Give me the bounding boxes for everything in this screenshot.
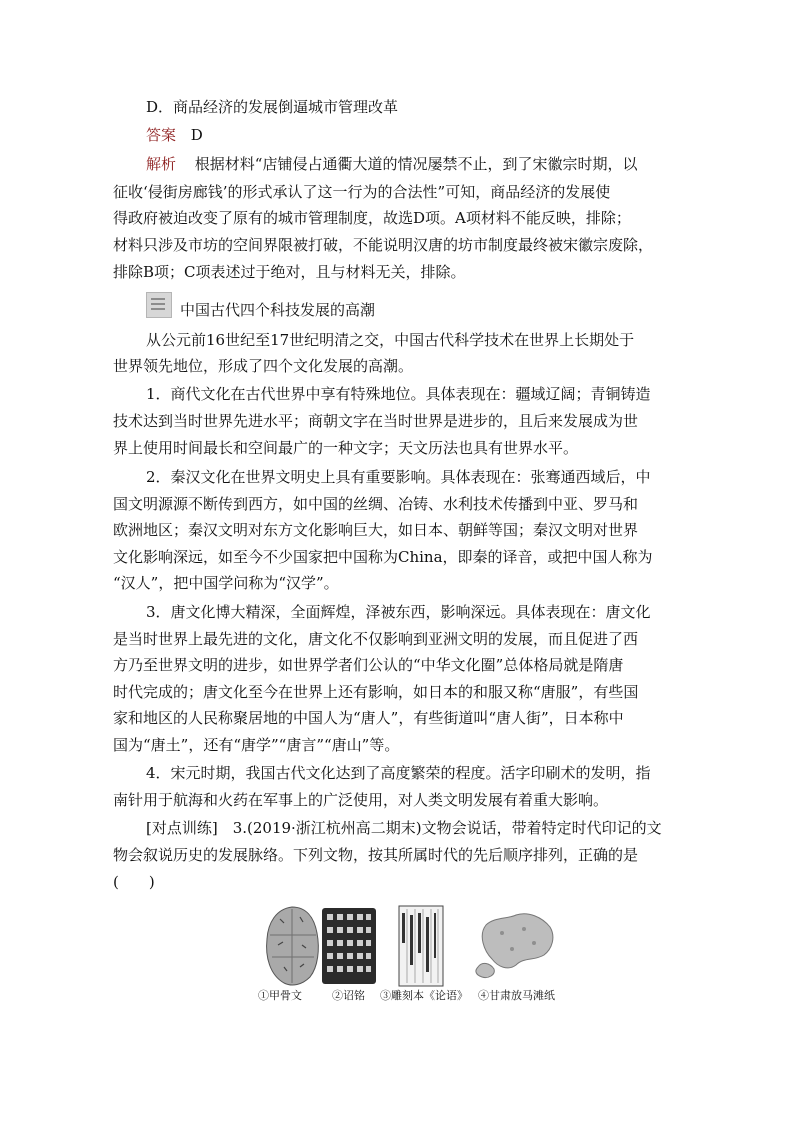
answer-line xyxy=(146,125,718,145)
exercise-line-2: 物会叙说历史的发展脉络。下列文物，按其所属时代的先后顺序排列，正确的是 xyxy=(113,846,639,864)
edict-inscription-image xyxy=(320,905,378,987)
p3-line-3: 方乃至世界文明的进步，如世界学者们公认的“中华文化圈”总体格局就是隋唐 xyxy=(113,656,624,674)
p3-line-6: 国为“唐土”，还有“唐学”“唐言”“唐山”等。 xyxy=(113,736,400,754)
p1-line-3: 界上使用时间最长和空间最广的一种文字；天文历法也具有世界水平。 xyxy=(113,439,579,457)
woodblock-analects-image xyxy=(398,905,444,987)
p2-line-2: 国文明源源不断传到西方，如中国的丝绸、冶铸、水利技术传播到中亚、罗马和 xyxy=(113,495,639,513)
analysis-line-4: 材料只涉及市坊的空间界限被打破，不能说明汉唐的坊市制度最终被宋徽宗废除， xyxy=(113,236,654,254)
artifact-images xyxy=(258,905,558,1005)
p4-line-2: 南针用于航海和火药在军事上的广泛使用，对人类文明发展有着重大影响。 xyxy=(113,791,609,809)
intro-line-2: 世界领先地位，形成了四个文化发展的高潮。 xyxy=(113,357,414,375)
p1-line-2: 技术达到当时世界先进水平；商朝文字在当时世界是进步的，且后来发展成为世 xyxy=(113,412,639,430)
p3-line-5: 家和地区的人民称聚居地的中国人为“唐人”，有些街道叫“唐人街”，日本称中 xyxy=(113,709,624,727)
exercise-line-1: [对点训练] 3.(2019·浙江杭州高二期末)文物会说话，带着特定时代印记的文 xyxy=(146,819,662,837)
option-d: D．商品经济的发展倒逼城市管理改革 xyxy=(146,98,399,116)
analysis-label: 解析 xyxy=(146,155,177,173)
caption-2: ②诏铭 xyxy=(332,989,365,1002)
section-heading: 中国古代四个科技发展的高潮 xyxy=(180,301,376,319)
p3-line-2: 是当时世界上最先进的文化，唐文化不仅影响到亚洲文明的发展，而且促进了西 xyxy=(113,630,639,648)
paper-fragment-image xyxy=(472,905,558,987)
caption-4: ④甘肃放马滩纸 xyxy=(478,989,555,1002)
intro-line-1: 从公元前16世纪至17世纪明清之交，中国古代科学技术在世界上长期处于 xyxy=(146,331,635,349)
caption-3: ③雕刻本《论语》 xyxy=(380,989,468,1002)
p2-line-1: 2．秦汉文化在世界文明史上具有重要影响。具体表现在：张骞通西域后，中 xyxy=(146,468,651,486)
oracle-bone-image xyxy=(262,905,322,987)
p2-line-5: “汉人”，把中国学问称为“汉学”。 xyxy=(113,574,339,592)
p2-line-4: 文化影响深远，如至今不少国家把中国称为China，即秦的译音，或把中国人称为 xyxy=(113,548,653,566)
p1-line-1: 1．商代文化在古代世界中享有特殊地位。具体表现在：疆域辽阔；青铜铸造 xyxy=(146,385,651,403)
p3-line-4: 时代完成的；唐文化至今在世界上还有影响，如日本的和服又称“唐服”，有些国 xyxy=(113,683,639,701)
section-icon xyxy=(146,292,172,318)
caption-1: ①甲骨文 xyxy=(258,989,302,1002)
analysis-line-2: 征收‘侵街房廊钱’的形式承认了这一行为的合法性”可知，商品经济的发展使 xyxy=(113,183,611,201)
answer-label: 答案 xyxy=(146,126,177,144)
p3-line-1: 3．唐文化博大精深，全面辉煌，泽被东西，影响深远。具体表现在：唐文化 xyxy=(146,603,651,621)
analysis-line-1: 解析 根据材料“店铺侵占通衢大道的情况屡禁不止，到了宋徽宗时期，以 xyxy=(146,155,638,173)
p2-line-3: 欧洲地区；秦汉文明对东方文化影响巨大，如日本、朝鲜等国；秦汉文明对世界 xyxy=(113,521,639,539)
answer-value: D xyxy=(190,126,203,144)
exercise-line-3: ( ) xyxy=(113,873,155,891)
p4-line-1: 4．宋元时期，我国古代文化达到了高度繁荣的程度。活字印刷术的发明，指 xyxy=(146,764,651,782)
analysis-line-3: 得政府被迫改变了原有的城市管理制度，故选D项。A项材料不能反映，排除； xyxy=(113,209,631,227)
analysis-line-5: 排除B项；C项表述过于绝对，且与材料无关，排除。 xyxy=(113,263,466,281)
